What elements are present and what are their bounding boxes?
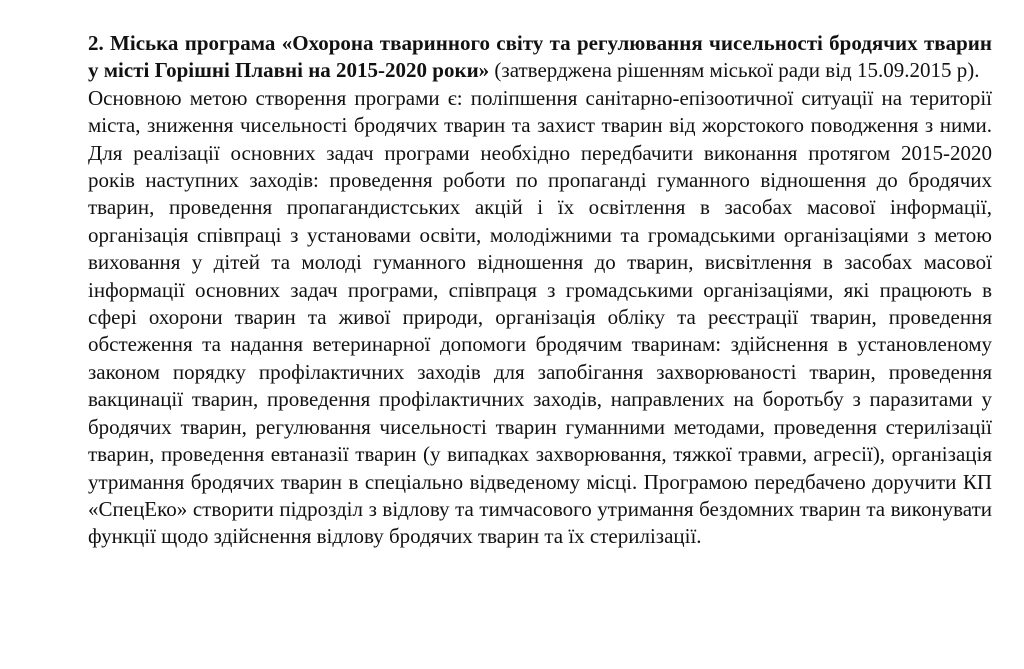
document-page [88,30,992,551]
approval-note: (затверджена рішенням міської ради від 15.09.2015 р). [489,58,980,83]
body-paragraph [88,85,992,551]
body-text: Основною метою створення програми є: поліпшення санітарно-епізоотичної ситуації на території міста, зниження чисельності бродячих тварин та захист тварин від жорстокого поводження з ними. Для реалізації основних задач програми необхідно передбачити виконання протягом 2015-2020 років наступних заходів: проведення роботи по пропаганді гуманного відношення до бродячих тварин, проведення пропагандистських акцій і їх освітлення в засобах масової інформації, організація співпраці з установами освіти, молодіжними та громадськими організаціями з метою виховання у дітей та молоді гуманного відношення до тварин, висвітлення в засобах масової інформації основних задач програми, співпраця з громадськими організаціями, які працюють в сфері охорони тварин та живої природи, організація обліку та реєстрації тварин, проведення обстеження та надання ветеринарної допомоги бродячим тваринам: здійснення в установленому законом порядку профілактичних заходів для запобігання захворюваності тварин, проведення вакцинації тварин, проведення профілактичних заходів, направлених на боротьбу з паразитами у бродячих тварин, регулювання чисельності тварин гуманними методами, проведення стерилізації тварин, проведення евтаназії тварин (у випадках захворювання, тяжкої травми, агресії), організація утримання бродячих тварин в спеціально відведеному місці. Програмою передбачено доручити КП «СпецЕко» створити підрозділ з відлову та тимчасового утримання бездомних тварин та виконувати функції щодо здійснення відлову бродячих тварин та їх стерилізації. [88,85,992,549]
section-title: 2. Міська програма «Охорона тваринного світу та регулювання чисельності бродячих тварин у місті Горішні Плавні на 2015-2020 роки» [88,31,992,83]
section-heading [88,30,992,85]
